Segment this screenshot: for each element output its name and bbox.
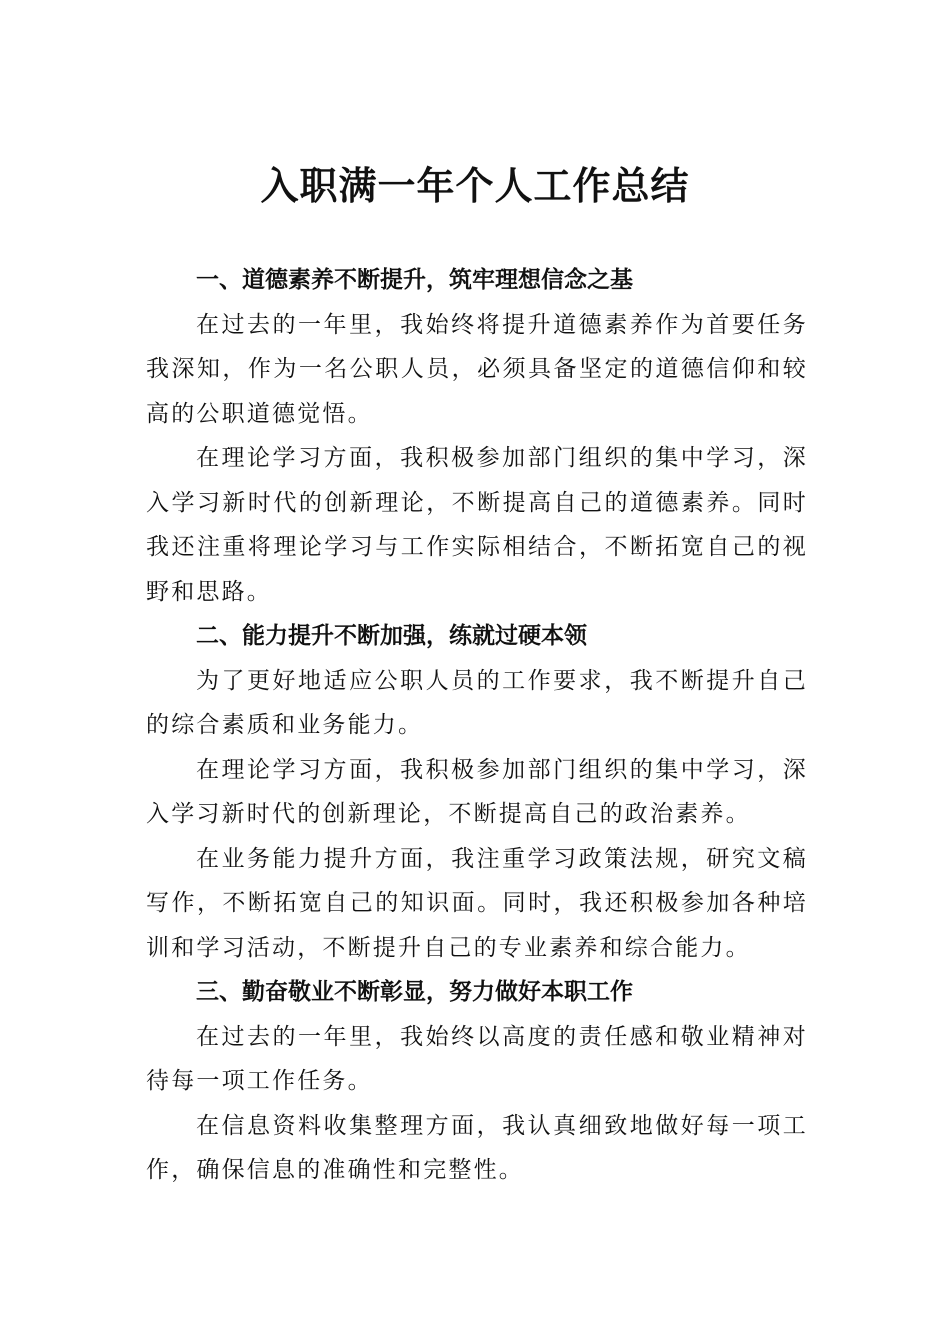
section-heading: 二、能力提升不断加强，练就过硬本领 xyxy=(196,623,587,649)
section-heading: 三、勤奋敬业不断彰显，努力做好本职工作 xyxy=(196,979,633,1005)
section-heading: 一、道德素养不断提升，筑牢理想信念之基 xyxy=(196,267,633,293)
paragraph: 在业务能力提升方面，我注重学习政策法规，研究文稿写作，不断拓宽自己的知识面。同时，我还积极参加各种培训和学习活动，不断提升自己的专业素养和综合能力。 xyxy=(146,845,808,961)
paragraph: 为了更好地适应公职人员的工作要求，我不断提升自己的综合素质和业务能力。 xyxy=(146,667,808,738)
paragraph: 在理论学习方面，我积极参加部门组织的集中学习，深入学习新时代的创新理论，不断提高自己的政治素养。 xyxy=(146,756,808,827)
document-title: 入职满一年个人工作总结 xyxy=(260,163,690,208)
paragraph: 在理论学习方面，我积极参加部门组织的集中学习，深入学习新时代的创新理论，不断提高自己的道德素养。同时我还注重将理论学习与工作实际相结合，不断拓宽自己的视野和思路。 xyxy=(146,445,808,605)
section-3 xyxy=(146,970,808,1193)
paragraph: 在过去的一年里，我始终将提升道德素养作为首要任务我深知，作为一名公职人员，必须具备坚定的道德信仰和较高的公职道德觉悟。 xyxy=(146,311,808,427)
document-body xyxy=(146,258,808,1193)
paragraph: 在信息资料收集整理方面，我认真细致地做好每一项工作，确保信息的准确性和完整性。 xyxy=(146,1112,808,1183)
paragraph: 在过去的一年里，我始终以高度的责任感和敬业精神对待每一项工作任务。 xyxy=(146,1023,808,1094)
section-2 xyxy=(146,614,808,970)
section-1 xyxy=(146,258,808,614)
